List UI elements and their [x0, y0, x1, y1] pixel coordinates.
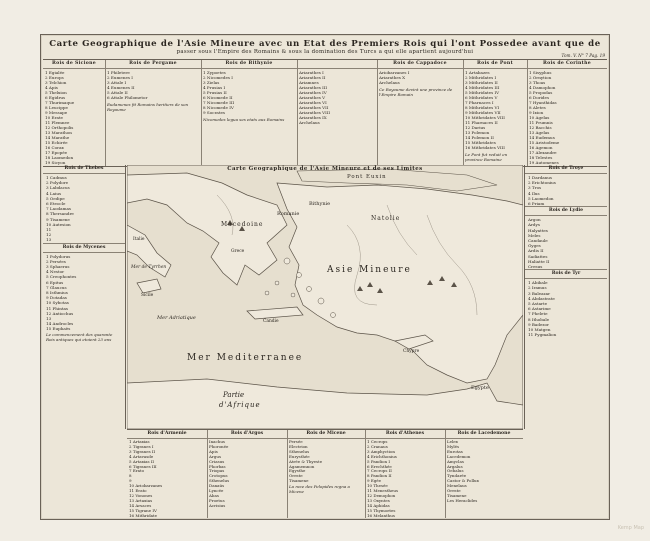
king-entry: 1 Cecrops: [367, 439, 388, 444]
king-entry: Eurysthée: [289, 453, 310, 459]
king-entry: 7 Erato: [129, 468, 145, 474]
king-entry: 6 Nicomede II: [203, 95, 233, 100]
kings-list: [201, 70, 297, 115]
kings-list: [525, 280, 607, 337]
kings-list: [527, 70, 607, 166]
king-entry: 9 Tisamene: [46, 216, 70, 222]
king-entry: Phoronée: [209, 443, 229, 449]
table-heading: Rois de Lydie: [525, 206, 607, 216]
king-entry: 4 Erichthonius: [367, 453, 397, 459]
king-entry: 6 Erechthée: [367, 463, 392, 469]
king-entry: 11 Prumnis: [529, 120, 553, 125]
kings-list: [43, 175, 125, 243]
king-entry: 9 Mithridates VII: [465, 110, 501, 115]
king-entry: Archelaus: [299, 120, 320, 125]
kings-list: [207, 440, 287, 509]
table-heading: Rois de Mycenes: [43, 243, 125, 253]
table-kings-argos: [207, 430, 288, 518]
king-entry: 4 Eumenes II: [107, 85, 135, 90]
king-entry: Meles: [528, 232, 541, 238]
king-entry: Lelex: [447, 439, 458, 444]
label-natolie: Natolie: [371, 215, 401, 222]
kings-list: [525, 175, 607, 206]
king-entry: 7 Phelete: [528, 311, 548, 317]
table-kings-pontus: [463, 60, 528, 166]
king-entry: Candaule: [528, 238, 548, 244]
table-kings-lydia: [525, 206, 607, 269]
king-entry: Oebalus: [447, 468, 464, 474]
king-entry: 9 Messape: [45, 110, 68, 115]
table-kings-lacedaemon: [445, 430, 523, 518]
king-entry: 15 Tigrane IV: [129, 507, 157, 513]
king-entry: 11 Erato: [129, 488, 147, 494]
king-entry: 8 Isthmius: [46, 290, 68, 296]
map-main-title: Carte Geographique de l'Asie Mineure avec un Etat des Premiers Rois qui l'ont Possedee avant que de: [49, 39, 601, 49]
king-entry: 15 Mithridates: [465, 140, 496, 145]
table-heading: Rois de Bithynie: [201, 60, 297, 69]
king-entry: 2 Europs: [45, 75, 64, 80]
king-entry: 1 Sisyphus: [529, 70, 552, 75]
king-entry: 1 Artabazes: [465, 70, 490, 75]
king-entry: 1 Cadmus: [46, 175, 67, 180]
king-entry: Ariarathes I: [299, 70, 324, 75]
table-heading: Rois de Pont: [463, 60, 527, 69]
king-entry: 13 Artaxias: [129, 497, 153, 503]
king-entry: Cresus: [528, 264, 543, 270]
king-entry: 7 Cecrops II: [367, 468, 392, 474]
king-entry: 6 Mithridates V: [465, 95, 498, 100]
king-entry: 6 Eteocle: [46, 201, 66, 207]
king-entry: 3 Telchion: [45, 80, 67, 85]
map-subtitle: passer sous l'Empire des Romains & sous la domination des Turcs a qui elle apartient aujourd'hui: [176, 49, 474, 55]
king-entry: 4 Mithridates III: [465, 85, 500, 90]
bottom-tables-row: [127, 429, 523, 518]
king-entry: 12 Orthopolis: [45, 125, 74, 130]
king-entry: 6 Dorides: [529, 95, 550, 100]
table-note: Le commencement des quarante Rois antiques qui etoient 23 ans: [46, 331, 113, 342]
king-entry: 13 Oxyntes: [367, 497, 390, 503]
king-entry: 13: [46, 316, 52, 322]
king-entry: 8 Nicomede IV: [203, 105, 234, 110]
king-entry: Ariarathes V: [299, 95, 326, 100]
table-note: La race des Pelopides regna a Micene: [289, 484, 350, 495]
king-entry: Triopas: [209, 468, 225, 474]
king-entry: 4 Apis: [45, 85, 58, 90]
king-entry: Castor & Pollux: [447, 478, 479, 484]
king-entry: Gyges: [528, 243, 541, 249]
kings-list: [43, 70, 105, 166]
king-entry: 3 Labdacus: [46, 185, 70, 191]
king-entry: 7 Glaucus: [46, 284, 67, 290]
label-chypre: Chypre: [403, 349, 420, 354]
king-entry: 5 Pandion I: [367, 458, 390, 464]
king-entry: 18 Telestes: [529, 155, 553, 160]
king-entry: Amyclas: [447, 458, 464, 464]
king-entry: Oreste: [289, 473, 303, 479]
king-entry: Tyndarée: [447, 473, 467, 479]
king-entry: 5 Prusias II: [203, 90, 227, 95]
king-entry: 6 Epitus: [46, 279, 64, 285]
kings-list: [127, 440, 207, 518]
king-entry: Sthenelus: [209, 478, 230, 484]
king-entry: Ariarathes IX: [299, 115, 327, 120]
label-d-afrique: d'Afrique: [219, 401, 261, 409]
top-tables-row: [43, 59, 607, 167]
king-entry: Persée: [289, 439, 303, 444]
king-entry: 5 Astarte: [528, 301, 548, 307]
king-entry: 3 Tigranes II: [129, 448, 156, 454]
kings-list: [287, 440, 365, 484]
king-entry: 16 Corax: [45, 145, 64, 150]
watermark: Kemp Map: [617, 525, 644, 531]
king-entry: Crotopus: [209, 473, 228, 479]
king-entry: 7 Thurimaque: [45, 100, 75, 105]
king-entry: Ardys: [528, 222, 540, 228]
king-entry: 14 Arsaces: [129, 502, 152, 508]
label-pont-euxin: Pont Euxin: [347, 174, 387, 180]
king-entry: 15 Aristodeme: [529, 140, 560, 145]
king-entry: 10 Thesée: [367, 483, 388, 489]
king-entry: 10 Agelas: [529, 115, 550, 120]
label-sicile: Sicile: [141, 293, 154, 298]
king-entry: 12 Darius: [465, 125, 486, 130]
king-entry: 8 Mithridates VI: [465, 105, 500, 110]
table-note: Ce Royaume devint une province de l'Empire Romain: [379, 87, 453, 97]
king-entry: Lyncée: [209, 488, 224, 494]
king-entry: 16 Agemon: [529, 145, 553, 150]
king-entry: Criasus: [209, 458, 225, 464]
table-note: Nicomedes legua ses etats aux Romains: [203, 117, 285, 122]
table-heading: Rois d'Argos: [207, 430, 287, 439]
left-tables: [43, 165, 126, 429]
kings-list: [43, 254, 125, 332]
king-entry: 3 Sphaerus: [46, 264, 70, 270]
king-entry: 19 Sicyon: [45, 160, 66, 165]
label-mer-mediterranee: Mer Mediterranee: [187, 353, 304, 363]
label-mer-de-tyrrhen: Mer de Tyrrhen: [131, 265, 167, 270]
kings-list: [463, 70, 527, 150]
king-entry: 5 Mithridates IV: [465, 90, 500, 95]
king-entry: 6 Egidrus: [45, 95, 66, 100]
table-kings-corinth: [527, 60, 607, 166]
map-of-asia-minor: [127, 165, 523, 429]
king-entry: 8 Leucippe: [45, 105, 68, 110]
table-heading: [297, 60, 377, 69]
king-entry: 2 Mithridates I: [465, 75, 497, 80]
king-entry: 16 Melanthus: [367, 512, 395, 518]
king-entry: 11 Plemnee: [45, 120, 70, 125]
king-entry: 7 Hyanthidas: [529, 100, 557, 105]
table-kings-cappadocia-b: [377, 60, 464, 166]
king-entry: 7 Laodamas: [46, 206, 72, 212]
label-egypte: Egypte: [471, 385, 489, 391]
label-grece: Grece: [231, 249, 245, 254]
king-entry: 4 Damophon: [529, 85, 556, 90]
king-entry: Ariarathes VIII: [299, 110, 330, 115]
king-entry: 9 Badezor: [528, 321, 549, 327]
king-entry: 3 Amphyction: [367, 448, 396, 454]
king-entry: 2 Iramus: [528, 285, 547, 291]
king-entry: Proetus: [209, 497, 225, 503]
king-entry: 12: [46, 232, 52, 238]
table-heading: Rois de Cappadoce: [377, 60, 463, 69]
label-candie: Candie: [263, 319, 279, 324]
king-entry: Ariamnes: [299, 80, 319, 85]
kings-list: [365, 440, 445, 518]
king-entry: 15 Euphaès: [46, 326, 71, 332]
king-entry: 9: [129, 478, 132, 484]
table-kings-messenia: [43, 243, 125, 342]
king-entry: 14 Androcles: [46, 321, 74, 327]
table-note: Le Pont fut reduit en province Romaine: [465, 152, 508, 162]
king-entry: Sthenelus: [289, 448, 310, 454]
kings-list: [297, 70, 377, 125]
table-heading: Rois de Thebes: [43, 165, 125, 174]
table-heading: Rois de Sicione: [43, 60, 105, 69]
king-entry: Argus: [209, 453, 221, 459]
king-entry: 12 Vonones: [129, 492, 153, 498]
table-heading: Rois de Tyr: [525, 269, 607, 279]
king-entry: 14 Eudemus: [529, 135, 555, 140]
table-kings-mycenae: [287, 430, 366, 518]
king-entry: 13 Marathon: [45, 130, 72, 135]
table-kings-armenia: [127, 430, 208, 518]
king-entry: 9 Ixion: [529, 110, 544, 115]
kings-list: [525, 217, 607, 269]
king-entry: 5 Artaxias II: [129, 458, 155, 464]
king-entry: 2 Persées: [46, 258, 66, 264]
king-entry: Ariarathes IV: [299, 90, 327, 95]
king-entry: Archelaus: [379, 80, 400, 85]
table-heading: Rois de Micene: [287, 430, 365, 439]
king-entry: 2 Polydore: [46, 180, 69, 186]
label-italie: Italie: [133, 237, 145, 242]
table-note: Eudamenes fit Romains heritiers de son Royaume: [107, 102, 189, 112]
king-entry: 2 Tigranes I: [129, 443, 154, 449]
king-entry: 17 Epopée: [45, 150, 68, 155]
king-entry: 10 Mithridates VIII: [465, 115, 505, 120]
king-entry: 12 Bacchis: [529, 125, 552, 130]
king-entry: Argon: [528, 217, 541, 223]
king-entry: 10 Sybotas: [46, 300, 69, 306]
label-mer-adriatique: Mer Adriatique: [157, 315, 196, 321]
king-entry: 2 Erichtonius: [528, 180, 556, 186]
kings-list: [445, 440, 523, 504]
king-entry: 15 Echirée: [45, 140, 68, 145]
king-entry: Apis: [209, 448, 218, 454]
table-heading: Rois de Pergame: [105, 60, 201, 69]
king-entry: 8 Pandion II: [367, 473, 392, 479]
king-entry: 10 Erate: [45, 115, 63, 120]
king-entry: 3 Baleazar: [528, 290, 551, 296]
king-entry: 13 Polemon: [465, 130, 490, 135]
king-entry: 12 Demophon: [367, 492, 396, 498]
king-entry: 9 Socrates: [203, 110, 226, 115]
king-entry: 11: [46, 227, 52, 233]
king-entry: 4 Laius: [46, 190, 62, 196]
table-kings-sicyon: [43, 60, 106, 166]
king-entry: 5 Attale II: [107, 90, 128, 95]
king-entry: 6 Tigranes III: [129, 463, 157, 469]
king-entry: Ariarathes X: [379, 75, 406, 80]
table-kings-athens: [365, 430, 446, 518]
king-entry: 1 Egialée: [45, 70, 65, 75]
king-entry: 5 Propodas: [529, 90, 553, 95]
kings-list: [377, 70, 463, 85]
king-entry: 4 Artavasde: [129, 453, 154, 459]
king-entry: Lacedemon: [447, 453, 471, 459]
page-reference: Tom. V. N° 7 Pag. 19: [561, 53, 605, 58]
table-kings-tyre: [525, 269, 607, 337]
king-entry: Oreste: [447, 488, 461, 494]
king-entry: Sadiattes: [528, 253, 548, 259]
label-asie-mineure: Asie Mineure: [327, 265, 412, 275]
king-entry: 2 Cranaus: [367, 443, 388, 449]
king-entry: 6 Priam: [528, 201, 545, 207]
king-entry: 9 Egée: [367, 478, 382, 484]
king-entry: 10 Autesion: [46, 221, 71, 227]
king-entry: 1 Dardanus: [528, 175, 553, 180]
king-entry: 8 Aletes: [529, 105, 546, 110]
king-entry: 8 Ithobale: [528, 316, 550, 322]
king-entry: Ardis II: [528, 248, 544, 254]
table-heading: Rois d'Athenes: [365, 430, 445, 439]
table-kings-cappadocia-a: [297, 60, 378, 166]
king-entry: 8: [129, 473, 132, 479]
king-entry: 14 Polemon II: [465, 135, 494, 140]
table-kings-thebes: [43, 165, 125, 243]
king-entry: 11 Pygmalion: [528, 332, 557, 338]
king-entry: 10 Matgen: [528, 327, 551, 333]
king-entry: 5 Creophontes: [46, 274, 77, 280]
king-entry: 13: [46, 237, 52, 243]
king-entry: 3 Attale I: [107, 80, 127, 85]
king-entry: Abas: [209, 492, 219, 498]
label-bithynie: Bithynie: [309, 201, 331, 207]
table-heading: Rois d'Armenie: [127, 430, 207, 439]
king-entry: 5 Laomedon: [528, 195, 554, 201]
king-entry: Electrion: [289, 443, 308, 449]
king-entry: Les Heraclides: [447, 497, 478, 503]
king-entry: 1 Philetere: [107, 70, 130, 75]
king-entry: 12 Antiochus: [46, 310, 74, 316]
map-sheet: [40, 34, 610, 520]
king-entry: Egysthe: [289, 468, 306, 474]
king-entry: Ariarathes VII: [299, 105, 329, 110]
king-entry: 5 Oedipe: [46, 195, 65, 201]
king-entry: 3 Zielas: [203, 80, 220, 85]
table-heading: Rois de Lacedemone: [445, 430, 523, 439]
king-entry: Menelaus: [447, 483, 467, 489]
king-entry: Ariobarzanes I: [379, 70, 410, 75]
king-entry: 4 Prusias I: [203, 85, 226, 90]
king-entry: 3 Tros: [528, 185, 542, 191]
king-entry: 4 Abdastrate: [528, 295, 555, 301]
king-entry: 1 Artaxias: [129, 439, 150, 444]
king-entry: 15 Thymoetes: [367, 507, 396, 513]
king-entry: Ariarathes II: [299, 75, 326, 80]
king-entry: 14 Marathe: [45, 135, 70, 140]
king-entry: Ariarathes III: [299, 85, 328, 90]
king-entry: 11 Pharnaces II: [465, 120, 498, 125]
king-entry: 4 Ilus: [528, 190, 540, 196]
table-heading: Rois de Troye: [525, 165, 607, 174]
king-entry: 18 Laomedon: [45, 155, 74, 160]
king-entry: Agamemnon: [289, 463, 315, 469]
kings-list: [105, 70, 201, 100]
king-entry: 7 Nicomede III: [203, 100, 235, 105]
king-entry: Ariarathes VI: [299, 100, 327, 105]
king-entry: 1 Abibale: [528, 280, 548, 286]
king-entry: 2 Eumenes I: [107, 75, 133, 80]
king-entry: 14 Aphidas: [367, 502, 390, 508]
king-entry: 4 Nestor: [46, 269, 65, 275]
label-macedoine: Macedoine: [221, 221, 264, 228]
king-entry: 2 Ornytion: [529, 75, 552, 80]
king-entry: 11 Menestheus: [367, 488, 398, 494]
king-entry: 3 Thoas: [529, 80, 546, 85]
inset-map-title: Carte Geographique de l'Asie Mineure et de ses Limites: [227, 166, 423, 172]
king-entry: Tisamene: [447, 492, 467, 498]
king-entry: Tisamene: [289, 478, 309, 484]
king-entry: 3 Mithridates II: [465, 80, 498, 85]
king-entry: Atrée & Thyeste: [289, 458, 323, 464]
king-entry: Acrisius: [209, 502, 226, 508]
king-entry: 1 Polydorus: [46, 253, 71, 259]
king-entry: Eurotas: [447, 448, 463, 454]
king-entry: 10 Ariobarzanes: [129, 483, 163, 489]
king-entry: Phorbas: [209, 463, 226, 469]
king-entry: 7 Pharnaces I: [465, 100, 494, 105]
table-kings-troy: [525, 165, 607, 206]
king-entry: Inachus: [209, 439, 225, 444]
king-entry: Haliatte II: [528, 258, 550, 264]
king-entry: 6 Attale Philometor: [107, 95, 148, 100]
king-entry: 9 Dotadas: [46, 295, 67, 301]
king-entry: 8 Thersandre: [46, 211, 74, 217]
table-kings-pergamon: [105, 60, 202, 166]
king-entry: 16 Mithridate: [129, 512, 158, 518]
king-entry: Danaüs: [209, 483, 225, 489]
king-entry: 6 Astarime: [528, 306, 551, 312]
king-entry: Halyattes: [528, 227, 548, 233]
king-entry: 5 Thelxion: [45, 90, 67, 95]
king-entry: 19 Automenes: [529, 160, 559, 165]
king-entry: Mylés: [447, 443, 460, 449]
king-entry: 13 Agelas: [529, 130, 550, 135]
king-entry: 11 Phintas: [46, 305, 69, 311]
king-entry: 16 Mithridates VIII: [465, 145, 505, 150]
king-entry: 17 Alexandre: [529, 150, 557, 155]
king-entry: 2 Nicomedes I: [203, 75, 233, 80]
right-tables: [524, 165, 607, 429]
label-romanie: Romanie: [277, 211, 300, 217]
king-entry: Argalus: [447, 463, 463, 469]
king-entry: 1 Zypoetes: [203, 70, 226, 75]
label-partie: Partie: [223, 391, 245, 399]
table-kings-bithynia: [201, 60, 298, 166]
table-heading: Rois de Corinthe: [527, 60, 607, 69]
